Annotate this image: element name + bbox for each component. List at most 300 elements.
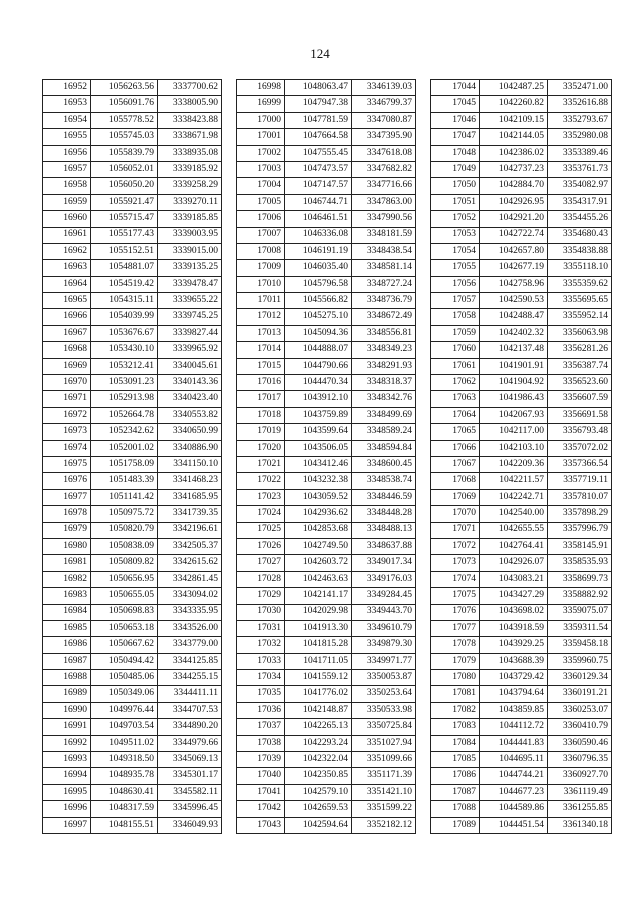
y-coordinate-cell: 3357072.02 [548,440,612,456]
point-id-cell: 16981 [43,555,91,571]
y-coordinate-cell: 3339965.92 [158,342,222,358]
y-coordinate-cell: 3348318.37 [352,375,416,391]
y-coordinate-cell: 3357996.79 [548,522,612,538]
table-row [237,375,416,391]
table-row [43,407,222,423]
y-coordinate-cell: 3352793.67 [548,112,612,128]
point-id-cell: 17071 [431,522,480,538]
table-row [431,555,612,571]
point-id-cell: 16965 [43,293,91,309]
x-coordinate-cell: 1047147.57 [285,178,352,194]
x-coordinate-cell: 1046035.40 [285,260,352,276]
x-coordinate-cell: 1055778.52 [91,112,158,128]
y-coordinate-cell: 3339478.47 [158,276,222,292]
y-coordinate-cell: 3357366.54 [548,456,612,472]
point-id-cell: 16986 [43,637,91,653]
y-coordinate-cell: 3345996.45 [158,801,222,817]
point-id-cell: 17077 [431,620,480,636]
point-id-cell: 17017 [237,391,285,407]
point-id-cell: 16969 [43,358,91,374]
x-coordinate-cell: 1042265.13 [285,719,352,735]
y-coordinate-cell: 3358145.91 [548,538,612,554]
point-id-cell: 17023 [237,489,285,505]
y-coordinate-cell: 3348181.59 [352,227,416,243]
table-row [237,161,416,177]
point-id-cell: 17035 [237,686,285,702]
point-id-cell: 16959 [43,194,91,210]
y-coordinate-cell: 3351421.10 [352,784,416,800]
x-coordinate-cell: 1042936.62 [285,506,352,522]
point-id-cell: 16958 [43,178,91,194]
x-coordinate-cell: 1042579.10 [285,784,352,800]
table-row [237,538,416,554]
x-coordinate-cell: 1050838.09 [91,538,158,554]
y-coordinate-cell: 3341739.35 [158,506,222,522]
y-coordinate-cell: 3344890.20 [158,719,222,735]
point-id-cell: 17012 [237,309,285,325]
table-row [431,456,612,472]
y-coordinate-cell: 3347682.82 [352,161,416,177]
point-id-cell: 16957 [43,161,91,177]
x-coordinate-cell: 1047555.45 [285,145,352,161]
point-id-cell: 17000 [237,112,285,128]
point-id-cell: 17047 [431,129,480,145]
table-row [237,145,416,161]
y-coordinate-cell: 3348589.24 [352,424,416,440]
x-coordinate-cell: 1045275.10 [285,309,352,325]
table-row [237,489,416,505]
table-row [43,129,222,145]
x-coordinate-cell: 1052342.62 [91,424,158,440]
point-id-cell: 16993 [43,752,91,768]
y-coordinate-cell: 3339745.25 [158,309,222,325]
x-coordinate-cell: 1044470.34 [285,375,352,391]
table-row [237,571,416,587]
point-id-cell: 17049 [431,161,480,177]
table-row [43,571,222,587]
x-coordinate-cell: 1042853.68 [285,522,352,538]
y-coordinate-cell: 3340886.90 [158,440,222,456]
table-row [43,506,222,522]
x-coordinate-cell: 1042488.47 [480,309,548,325]
point-id-cell: 16962 [43,243,91,259]
x-coordinate-cell: 1055745.03 [91,129,158,145]
point-id-cell: 17026 [237,538,285,554]
y-coordinate-cell: 3348349.23 [352,342,416,358]
table-row [431,637,612,653]
table-row [237,588,416,604]
x-coordinate-cell: 1056091.76 [91,96,158,112]
coordinate-table-2 [236,79,416,834]
y-coordinate-cell: 3348499.69 [352,407,416,423]
y-coordinate-cell: 3352980.08 [548,129,612,145]
point-id-cell: 16990 [43,702,91,718]
y-coordinate-cell: 3339185.92 [158,161,222,177]
table-row [237,194,416,210]
table-row [237,752,416,768]
y-coordinate-cell: 3349284.45 [352,588,416,604]
table-row [43,538,222,554]
y-coordinate-cell: 3348448.28 [352,506,416,522]
y-coordinate-cell: 3347863.00 [352,194,416,210]
table-row [43,375,222,391]
x-coordinate-cell: 1042144.05 [480,129,548,145]
y-coordinate-cell: 3360410.79 [548,719,612,735]
table-row [43,555,222,571]
y-coordinate-cell: 3358699.73 [548,571,612,587]
x-coordinate-cell: 1046744.71 [285,194,352,210]
table-row [43,145,222,161]
table-row [43,391,222,407]
table-row [43,801,222,817]
point-id-cell: 17054 [431,243,480,259]
table-row [431,686,612,702]
x-coordinate-cell: 1050656.95 [91,571,158,587]
x-coordinate-cell: 1042402.32 [480,325,548,341]
coordinate-table-3 [430,79,612,834]
point-id-cell: 17064 [431,407,480,423]
y-coordinate-cell: 3344411.11 [158,686,222,702]
x-coordinate-cell: 1042926.07 [480,555,548,571]
x-coordinate-cell: 1042293.24 [285,735,352,751]
point-id-cell: 17065 [431,424,480,440]
y-coordinate-cell: 3356387.74 [548,358,612,374]
point-id-cell: 16994 [43,768,91,784]
point-id-cell: 17022 [237,473,285,489]
x-coordinate-cell: 1041711.05 [285,653,352,669]
table-row [431,80,612,96]
x-coordinate-cell: 1048935.78 [91,768,158,784]
point-id-cell: 17066 [431,440,480,456]
y-coordinate-cell: 3355359.62 [548,276,612,292]
y-coordinate-cell: 3339655.22 [158,293,222,309]
y-coordinate-cell: 3340553.82 [158,407,222,423]
y-coordinate-cell: 3355695.65 [548,293,612,309]
point-id-cell: 17014 [237,342,285,358]
table-row [431,604,612,620]
point-id-cell: 17029 [237,588,285,604]
table-row [237,424,416,440]
x-coordinate-cell: 1042677.19 [480,260,548,276]
point-id-cell: 17003 [237,161,285,177]
x-coordinate-cell: 1042350.85 [285,768,352,784]
x-coordinate-cell: 1054519.42 [91,276,158,292]
x-coordinate-cell: 1053430.10 [91,342,158,358]
x-coordinate-cell: 1045094.36 [285,325,352,341]
table-row [43,686,222,702]
y-coordinate-cell: 3349176.03 [352,571,416,587]
y-coordinate-cell: 3345069.13 [158,752,222,768]
point-id-cell: 17089 [431,817,480,833]
x-coordinate-cell: 1052664.78 [91,407,158,423]
point-id-cell: 16963 [43,260,91,276]
table-row [43,80,222,96]
y-coordinate-cell: 3346049.93 [158,817,222,833]
y-coordinate-cell: 3360253.07 [548,702,612,718]
point-id-cell: 16955 [43,129,91,145]
table-row [431,391,612,407]
x-coordinate-cell: 1056263.56 [91,80,158,96]
table-row [237,227,416,243]
table-row [237,506,416,522]
x-coordinate-cell: 1044888.07 [285,342,352,358]
y-coordinate-cell: 3352471.00 [548,80,612,96]
table-row [43,670,222,686]
table-row [431,96,612,112]
y-coordinate-cell: 3348727.24 [352,276,416,292]
point-id-cell: 17084 [431,735,480,751]
x-coordinate-cell: 1041776.02 [285,686,352,702]
point-id-cell: 17078 [431,637,480,653]
table-row [43,719,222,735]
table-row [431,407,612,423]
y-coordinate-cell: 3348291.93 [352,358,416,374]
table-row [431,276,612,292]
y-coordinate-cell: 3349879.30 [352,637,416,653]
y-coordinate-cell: 3352182.12 [352,817,416,833]
table-row [43,112,222,128]
x-coordinate-cell: 1047473.57 [285,161,352,177]
x-coordinate-cell: 1049976.44 [91,702,158,718]
table-row [237,407,416,423]
y-coordinate-cell: 3360796.35 [548,752,612,768]
y-coordinate-cell: 3356523.60 [548,375,612,391]
table-row [43,473,222,489]
point-id-cell: 17083 [431,719,480,735]
point-id-cell: 17074 [431,571,480,587]
x-coordinate-cell: 1044677.23 [480,784,548,800]
x-coordinate-cell: 1055839.79 [91,145,158,161]
table-row [431,719,612,735]
y-coordinate-cell: 3347395.90 [352,129,416,145]
point-id-cell: 16997 [43,817,91,833]
point-id-cell: 17005 [237,194,285,210]
x-coordinate-cell: 1043083.21 [480,571,548,587]
x-coordinate-cell: 1042884.70 [480,178,548,194]
point-id-cell: 17081 [431,686,480,702]
y-coordinate-cell: 3348446.59 [352,489,416,505]
table-row [431,358,612,374]
point-id-cell: 17056 [431,276,480,292]
x-coordinate-cell: 1044744.21 [480,768,548,784]
point-id-cell: 17082 [431,702,480,718]
x-coordinate-cell: 1042659.53 [285,801,352,817]
point-id-cell: 17032 [237,637,285,653]
x-coordinate-cell: 1042029.98 [285,604,352,620]
table-row [43,342,222,358]
table-row [431,178,612,194]
y-coordinate-cell: 3339827.44 [158,325,222,341]
point-id-cell: 16967 [43,325,91,341]
y-coordinate-cell: 3339270.11 [158,194,222,210]
table-row [431,473,612,489]
y-coordinate-cell: 3342505.37 [158,538,222,554]
point-id-cell: 17042 [237,801,285,817]
x-coordinate-cell: 1050494.42 [91,653,158,669]
x-coordinate-cell: 1043759.89 [285,407,352,423]
point-id-cell: 17055 [431,260,480,276]
point-id-cell: 17060 [431,342,480,358]
y-coordinate-cell: 3346799.37 [352,96,416,112]
table-row [237,211,416,227]
table-row [237,243,416,259]
point-id-cell: 16992 [43,735,91,751]
point-id-cell: 17076 [431,604,480,620]
table-row [237,456,416,472]
y-coordinate-cell: 3344979.66 [158,735,222,751]
y-coordinate-cell: 3361255.85 [548,801,612,817]
y-coordinate-cell: 3338671.98 [158,129,222,145]
table-row [43,243,222,259]
table-row [43,522,222,538]
point-id-cell: 16952 [43,80,91,96]
point-id-cell: 17011 [237,293,285,309]
table-row [237,440,416,456]
point-id-cell: 16968 [43,342,91,358]
point-id-cell: 17075 [431,588,480,604]
point-id-cell: 16970 [43,375,91,391]
y-coordinate-cell: 3348538.74 [352,473,416,489]
y-coordinate-cell: 3356607.59 [548,391,612,407]
table-row [237,555,416,571]
table-row [43,735,222,751]
point-id-cell: 16971 [43,391,91,407]
table-row [431,440,612,456]
y-coordinate-cell: 3344255.15 [158,670,222,686]
x-coordinate-cell: 1042764.41 [480,538,548,554]
table-row [43,276,222,292]
page-number: 124 [310,46,330,61]
table-row [431,735,612,751]
table-row [43,161,222,177]
point-id-cell: 17038 [237,735,285,751]
y-coordinate-cell: 3340423.40 [158,391,222,407]
x-coordinate-cell: 1044441.83 [480,735,548,751]
y-coordinate-cell: 3341150.10 [158,456,222,472]
y-coordinate-cell: 3347080.87 [352,112,416,128]
point-id-cell: 17031 [237,620,285,636]
x-coordinate-cell: 1042067.93 [480,407,548,423]
y-coordinate-cell: 3353389.46 [548,145,612,161]
table-row [43,293,222,309]
table-row [237,620,416,636]
table-row [43,620,222,636]
table-row [237,260,416,276]
table-row [431,522,612,538]
point-id-cell: 16995 [43,784,91,800]
y-coordinate-cell: 3349971.77 [352,653,416,669]
x-coordinate-cell: 1050809.82 [91,555,158,571]
x-coordinate-cell: 1042749.50 [285,538,352,554]
y-coordinate-cell: 3340650.99 [158,424,222,440]
y-coordinate-cell: 3342861.45 [158,571,222,587]
x-coordinate-cell: 1049511.02 [91,735,158,751]
y-coordinate-cell: 3346139.03 [352,80,416,96]
table-row [43,489,222,505]
x-coordinate-cell: 1049318.50 [91,752,158,768]
point-id-cell: 17027 [237,555,285,571]
table-row [43,358,222,374]
y-coordinate-cell: 3348556.81 [352,325,416,341]
point-id-cell: 16983 [43,588,91,604]
y-coordinate-cell: 3348488.13 [352,522,416,538]
table-row [237,768,416,784]
point-id-cell: 16985 [43,620,91,636]
x-coordinate-cell: 1042117.00 [480,424,548,440]
y-coordinate-cell: 3341685.95 [158,489,222,505]
x-coordinate-cell: 1043599.64 [285,424,352,440]
y-coordinate-cell: 3350533.98 [352,702,416,718]
point-id-cell: 16976 [43,473,91,489]
y-coordinate-cell: 3350725.84 [352,719,416,735]
x-coordinate-cell: 1044790.66 [285,358,352,374]
x-coordinate-cell: 1051483.39 [91,473,158,489]
x-coordinate-cell: 1050820.79 [91,522,158,538]
x-coordinate-cell: 1053091.23 [91,375,158,391]
point-id-cell: 16989 [43,686,91,702]
table-row [237,801,416,817]
x-coordinate-cell: 1056050.20 [91,178,158,194]
x-coordinate-cell: 1043059.52 [285,489,352,505]
y-coordinate-cell: 3351171.39 [352,768,416,784]
table-row [237,604,416,620]
table-row [431,375,612,391]
x-coordinate-cell: 1043232.38 [285,473,352,489]
y-coordinate-cell: 3351599.22 [352,801,416,817]
point-id-cell: 16972 [43,407,91,423]
table-row [431,506,612,522]
x-coordinate-cell: 1054315.11 [91,293,158,309]
x-coordinate-cell: 1043859.85 [480,702,548,718]
y-coordinate-cell: 3348342.76 [352,391,416,407]
point-id-cell: 17019 [237,424,285,440]
x-coordinate-cell: 1047781.59 [285,112,352,128]
point-id-cell: 16988 [43,670,91,686]
x-coordinate-cell: 1043688.39 [480,653,548,669]
x-coordinate-cell: 1043506.05 [285,440,352,456]
point-id-cell: 17057 [431,293,480,309]
table-row [237,325,416,341]
y-coordinate-cell: 3357810.07 [548,489,612,505]
y-coordinate-cell: 3354838.88 [548,243,612,259]
table-row [431,538,612,554]
table-row [431,309,612,325]
table-row [43,325,222,341]
y-coordinate-cell: 3343526.00 [158,620,222,636]
point-id-cell: 17053 [431,227,480,243]
y-coordinate-cell: 3350053.87 [352,670,416,686]
table-row [43,309,222,325]
x-coordinate-cell: 1042921.20 [480,211,548,227]
y-coordinate-cell: 3340143.36 [158,375,222,391]
x-coordinate-cell: 1050698.83 [91,604,158,620]
point-id-cell: 17045 [431,96,480,112]
y-coordinate-cell: 3356793.48 [548,424,612,440]
table-row [431,801,612,817]
x-coordinate-cell: 1054039.99 [91,309,158,325]
x-coordinate-cell: 1043929.25 [480,637,548,653]
table-row [237,358,416,374]
point-id-cell: 17002 [237,145,285,161]
table-row [431,424,612,440]
y-coordinate-cell: 3354455.26 [548,211,612,227]
y-coordinate-cell: 3349017.34 [352,555,416,571]
table-row [431,227,612,243]
x-coordinate-cell: 1055152.51 [91,243,158,259]
point-id-cell: 17007 [237,227,285,243]
x-coordinate-cell: 1041815.28 [285,637,352,653]
table-row [43,96,222,112]
